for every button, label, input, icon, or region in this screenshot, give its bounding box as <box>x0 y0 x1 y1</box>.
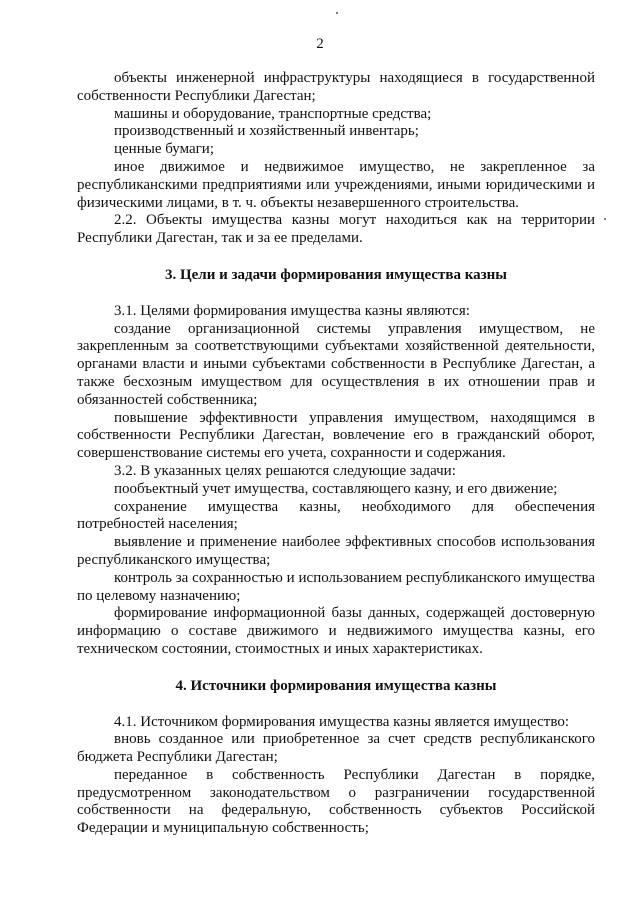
section-heading: 4. Источники формирования имущества казны <box>175 677 497 694</box>
document-body <box>77 70 595 838</box>
paragraph: иное движимое и недвижимое имущество, не закрепленное за республиканскими предприятиями или учреждениями, иными юридическими и физическими лицами, в т. ч. объекты незавершенного строительства. <box>77 158 595 211</box>
scan-speck <box>604 218 606 220</box>
paragraph: производственный и хозяйственный инвентарь; <box>114 123 419 140</box>
paragraph: вновь созданное или приобретенное за счет средств республиканского бюджета Республики Дагестан; <box>77 731 595 766</box>
page-number: 2 <box>316 36 324 52</box>
paragraph: 4.1. Источником формирования имущества казны является имущество: <box>114 713 569 730</box>
paragraph: сохранение имущества казны, необходимого для обеспечения потребностей населения; <box>77 498 595 533</box>
paragraph: повышение эффективности управления имуществом, находящимся в собственности Республики Дагестан, вовлечение его в гражданский оборот, совершенствование системы его учета, сохранности и содержания. <box>77 409 595 462</box>
paragraph: 3.1. Целями формирования имущества казны являются: <box>114 302 470 319</box>
paragraph: ценные бумаги; <box>114 141 214 158</box>
paragraph: контроль за сохранностью и использованием республиканского имущества по целевому назначению; <box>77 569 595 604</box>
paragraph: машины и оборудование, транспортные средства; <box>114 105 432 122</box>
paragraph: переданное в собственность Республики Дагестан в порядке, предусмотренном законодательством о разграничении государственной собственности на федеральную, собственность субъектов Российской Федерации и муниципальную собственность; <box>77 766 595 837</box>
paragraph: создание организационной системы управления имуществом, не закрепленным за соответствующими субъектами хозяйственной деятельности, органами власти и иными субъектами собственности в Республике Дагестан, а также бесхозным имуществом для осуществления в их отношении прав и обязанностей собственника; <box>77 320 595 408</box>
paragraph: 2.2. Объекты имущества казны могут находиться как на территории Республики Дагестан, так и за ее пределами. <box>77 212 595 247</box>
section-heading: 3. Цели и задачи формирования имущества казны <box>164 266 507 283</box>
paragraph: выявление и применение наиболее эффективных способов использования республиканского имущества; <box>77 534 595 568</box>
paragraph: объекты инженерной инфраструктуры находящиеся в государственной собственности Республики Дагестан; <box>77 70 595 104</box>
paragraph: 3.2. В указанных целях решаются следующие задачи: <box>114 462 456 479</box>
paragraph: формирование информационной базы данных, содержащей достоверную информацию о составе движимого и недвижимого имущества казны, его техническом состоянии, стоимостных и иных характеристиках. <box>77 605 595 657</box>
paragraph: пообъектный учет имущества, составляющего казну, и его движение; <box>114 480 558 497</box>
scan-speck <box>336 12 338 14</box>
